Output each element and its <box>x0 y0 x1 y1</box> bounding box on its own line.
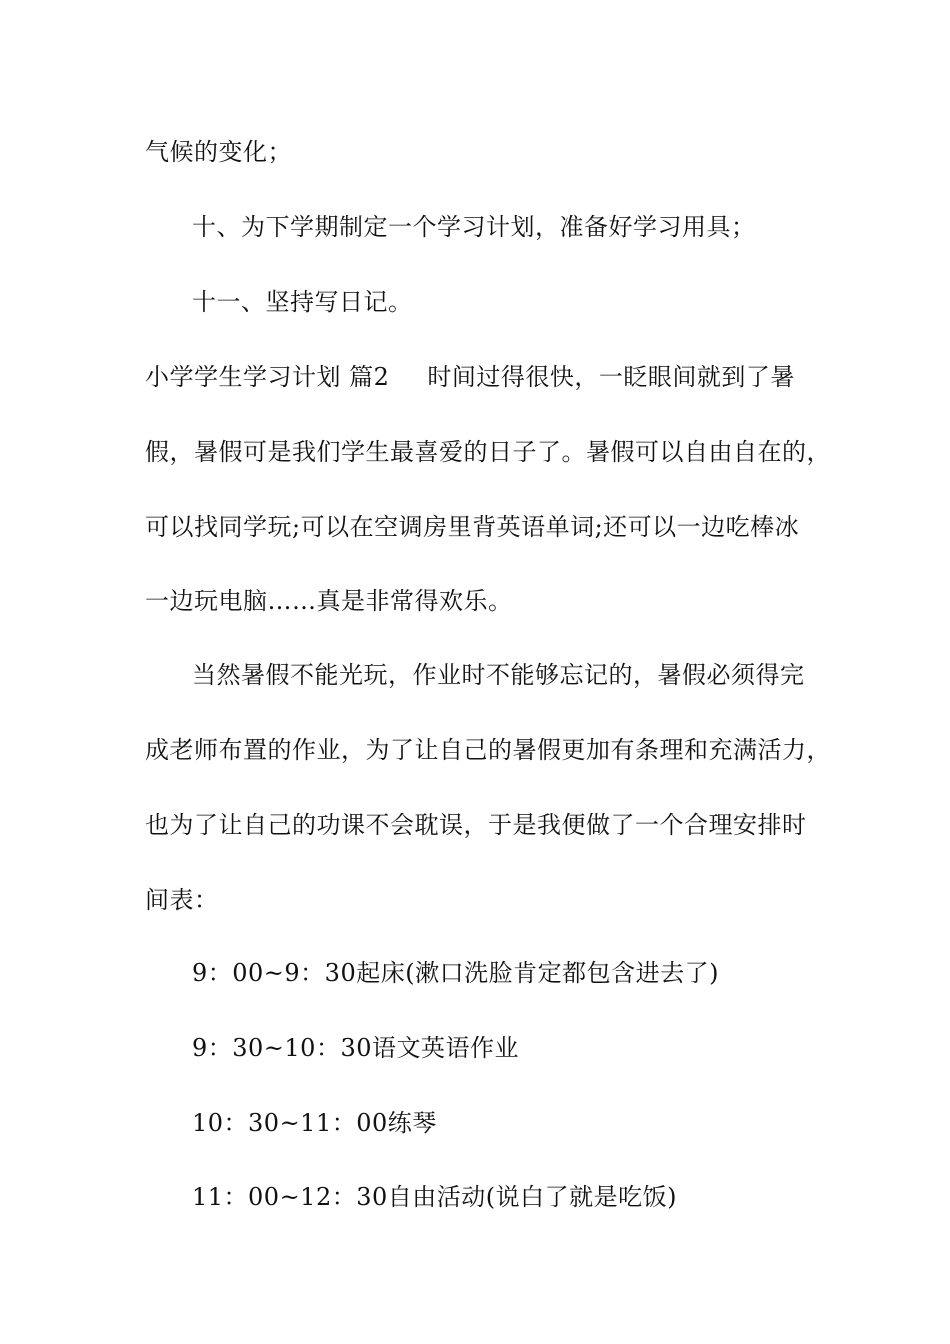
section-heading: 小学学生学习计划 篇2 <box>145 363 390 391</box>
section-heading-line <box>145 362 795 392</box>
paragraph-line: 当然暑假不能光玩，作业时不能够忘记的，暑假必须得完 <box>192 661 805 689</box>
paragraph-line: 气候的变化； <box>145 138 292 166</box>
schedule-item: 9：00~9：30起床(漱口洗脸肯定都包含进去了) <box>192 959 719 987</box>
paragraph-line: 间表： <box>145 886 219 914</box>
paragraph-line: 假，暑假可是我们学生最喜爱的日子了。暑假可以自由自在的， <box>145 438 831 466</box>
list-item: 十、为下学期制定一个学习计划，准备好学习用具； <box>192 213 756 241</box>
schedule-item: 9：30~10：30语文英语作业 <box>192 1034 519 1062</box>
paragraph-line: 成老师布置的作业，为了让自己的暑假更加有条理和充满活力， <box>145 736 831 764</box>
paragraph-line: 也为了让自己的功课不会耽误，于是我便做了一个合理安排时 <box>145 811 807 839</box>
list-item: 十一、坚持写日记。 <box>192 288 413 316</box>
schedule-item: 10：30~11：00练琴 <box>192 1109 437 1137</box>
paragraph-line: 可以找同学玩;可以在空调房里背英语单词;还可以一边吃棒冰 <box>145 513 800 541</box>
schedule-item: 11：00~12：30自由活动(说白了就是吃饭) <box>192 1183 677 1211</box>
paragraph-line: 一边玩电脑……真是非常得欢乐。 <box>145 587 513 615</box>
paragraph-text: 时间过得很快，一眨眼间就到了暑 <box>427 363 795 391</box>
